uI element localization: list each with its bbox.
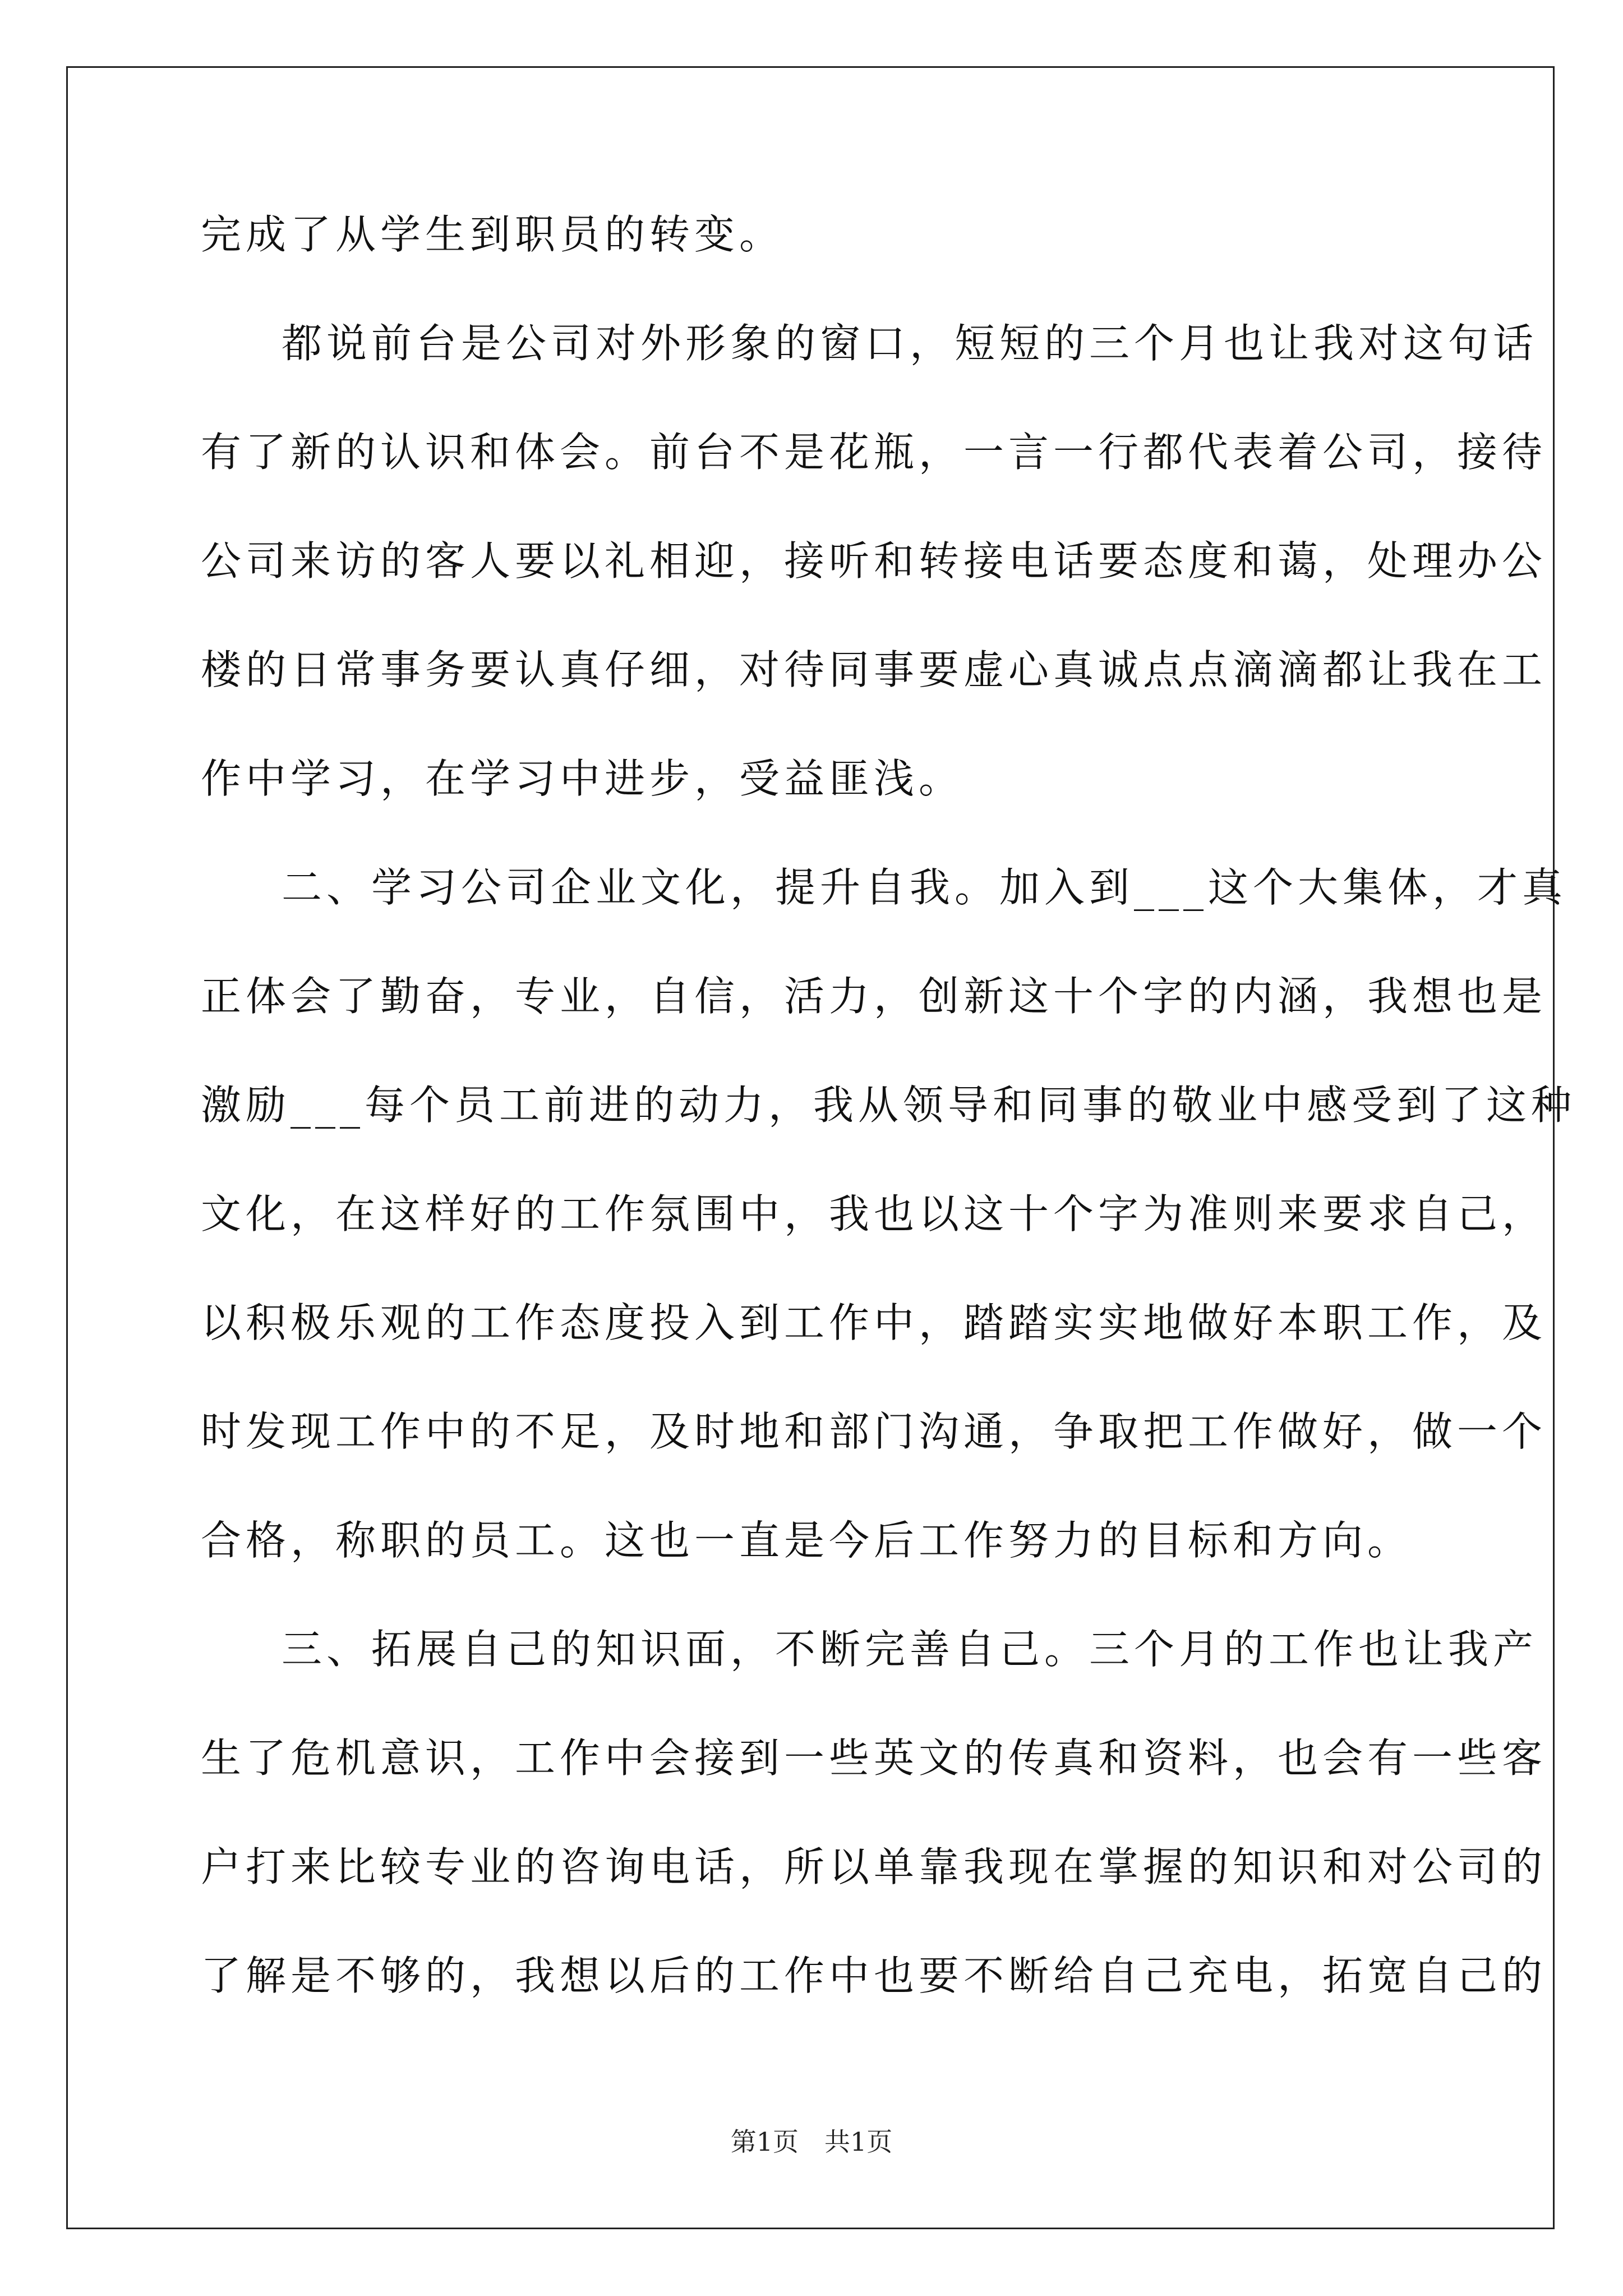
page-footer: 第1页 共1页 — [730, 2127, 893, 2157]
text-line: 文化，在这样好的工作氛围中，我也以这十个字为准则来要求自己， — [201, 1190, 1547, 1237]
text-line: 合格，称职的员工。这也一直是今后工作努力的目标和方向。 — [201, 1517, 1413, 1564]
text-line: 完成了从学生到职员的转变。 — [201, 211, 785, 258]
text-line: 生了危机意识，工作中会接到一些英文的传真和资料，也会有一些客 — [201, 1734, 1547, 1782]
text-line: 正体会了勤奋，专业，自信，活力，创新这十个字的内涵，我想也是 — [201, 973, 1547, 1020]
text-line: 作中学习，在学习中进步，受益匪浅。 — [201, 755, 964, 802]
text-line: 公司来访的客人要以礼相迎，接听和转接电话要态度和蔼，处理办公 — [201, 537, 1547, 585]
text-line: 以积极乐观的工作态度投入到工作中，踏踏实实地做好本职工作，及 — [201, 1299, 1547, 1346]
text-line: 激励___每个员工前进的动力，我从领导和同事的敬业中感受到了这种 — [201, 1082, 1576, 1129]
text-line: 都说前台是公司对外形象的窗口，短短的三个月也让我对这句话 — [282, 320, 1538, 367]
text-line: 楼的日常事务要认真仔细，对待同事要虚心真诚点点滴滴都让我在工 — [201, 646, 1547, 693]
text-line: 三、拓展自己的知识面，不断完善自己。三个月的工作也让我产 — [282, 1626, 1538, 1673]
document-body — [201, 208, 1576, 2058]
text-line: 时发现工作中的不足，及时地和部门沟通，争取把工作做好，做一个 — [201, 1408, 1547, 1455]
text-line: 了解是不够的，我想以后的工作中也要不断给自己充电，拓宽自己的 — [201, 1952, 1547, 1999]
text-line: 户打来比较专业的咨询电话，所以单靠我现在掌握的知识和对公司的 — [201, 1843, 1547, 1890]
text-line: 有了新的认识和体会。前台不是花瓶，一言一行都代表着公司，接待 — [201, 429, 1547, 476]
text-line: 二、学习公司企业文化，提升自我。加入到___这个大集体，才真 — [282, 864, 1567, 911]
